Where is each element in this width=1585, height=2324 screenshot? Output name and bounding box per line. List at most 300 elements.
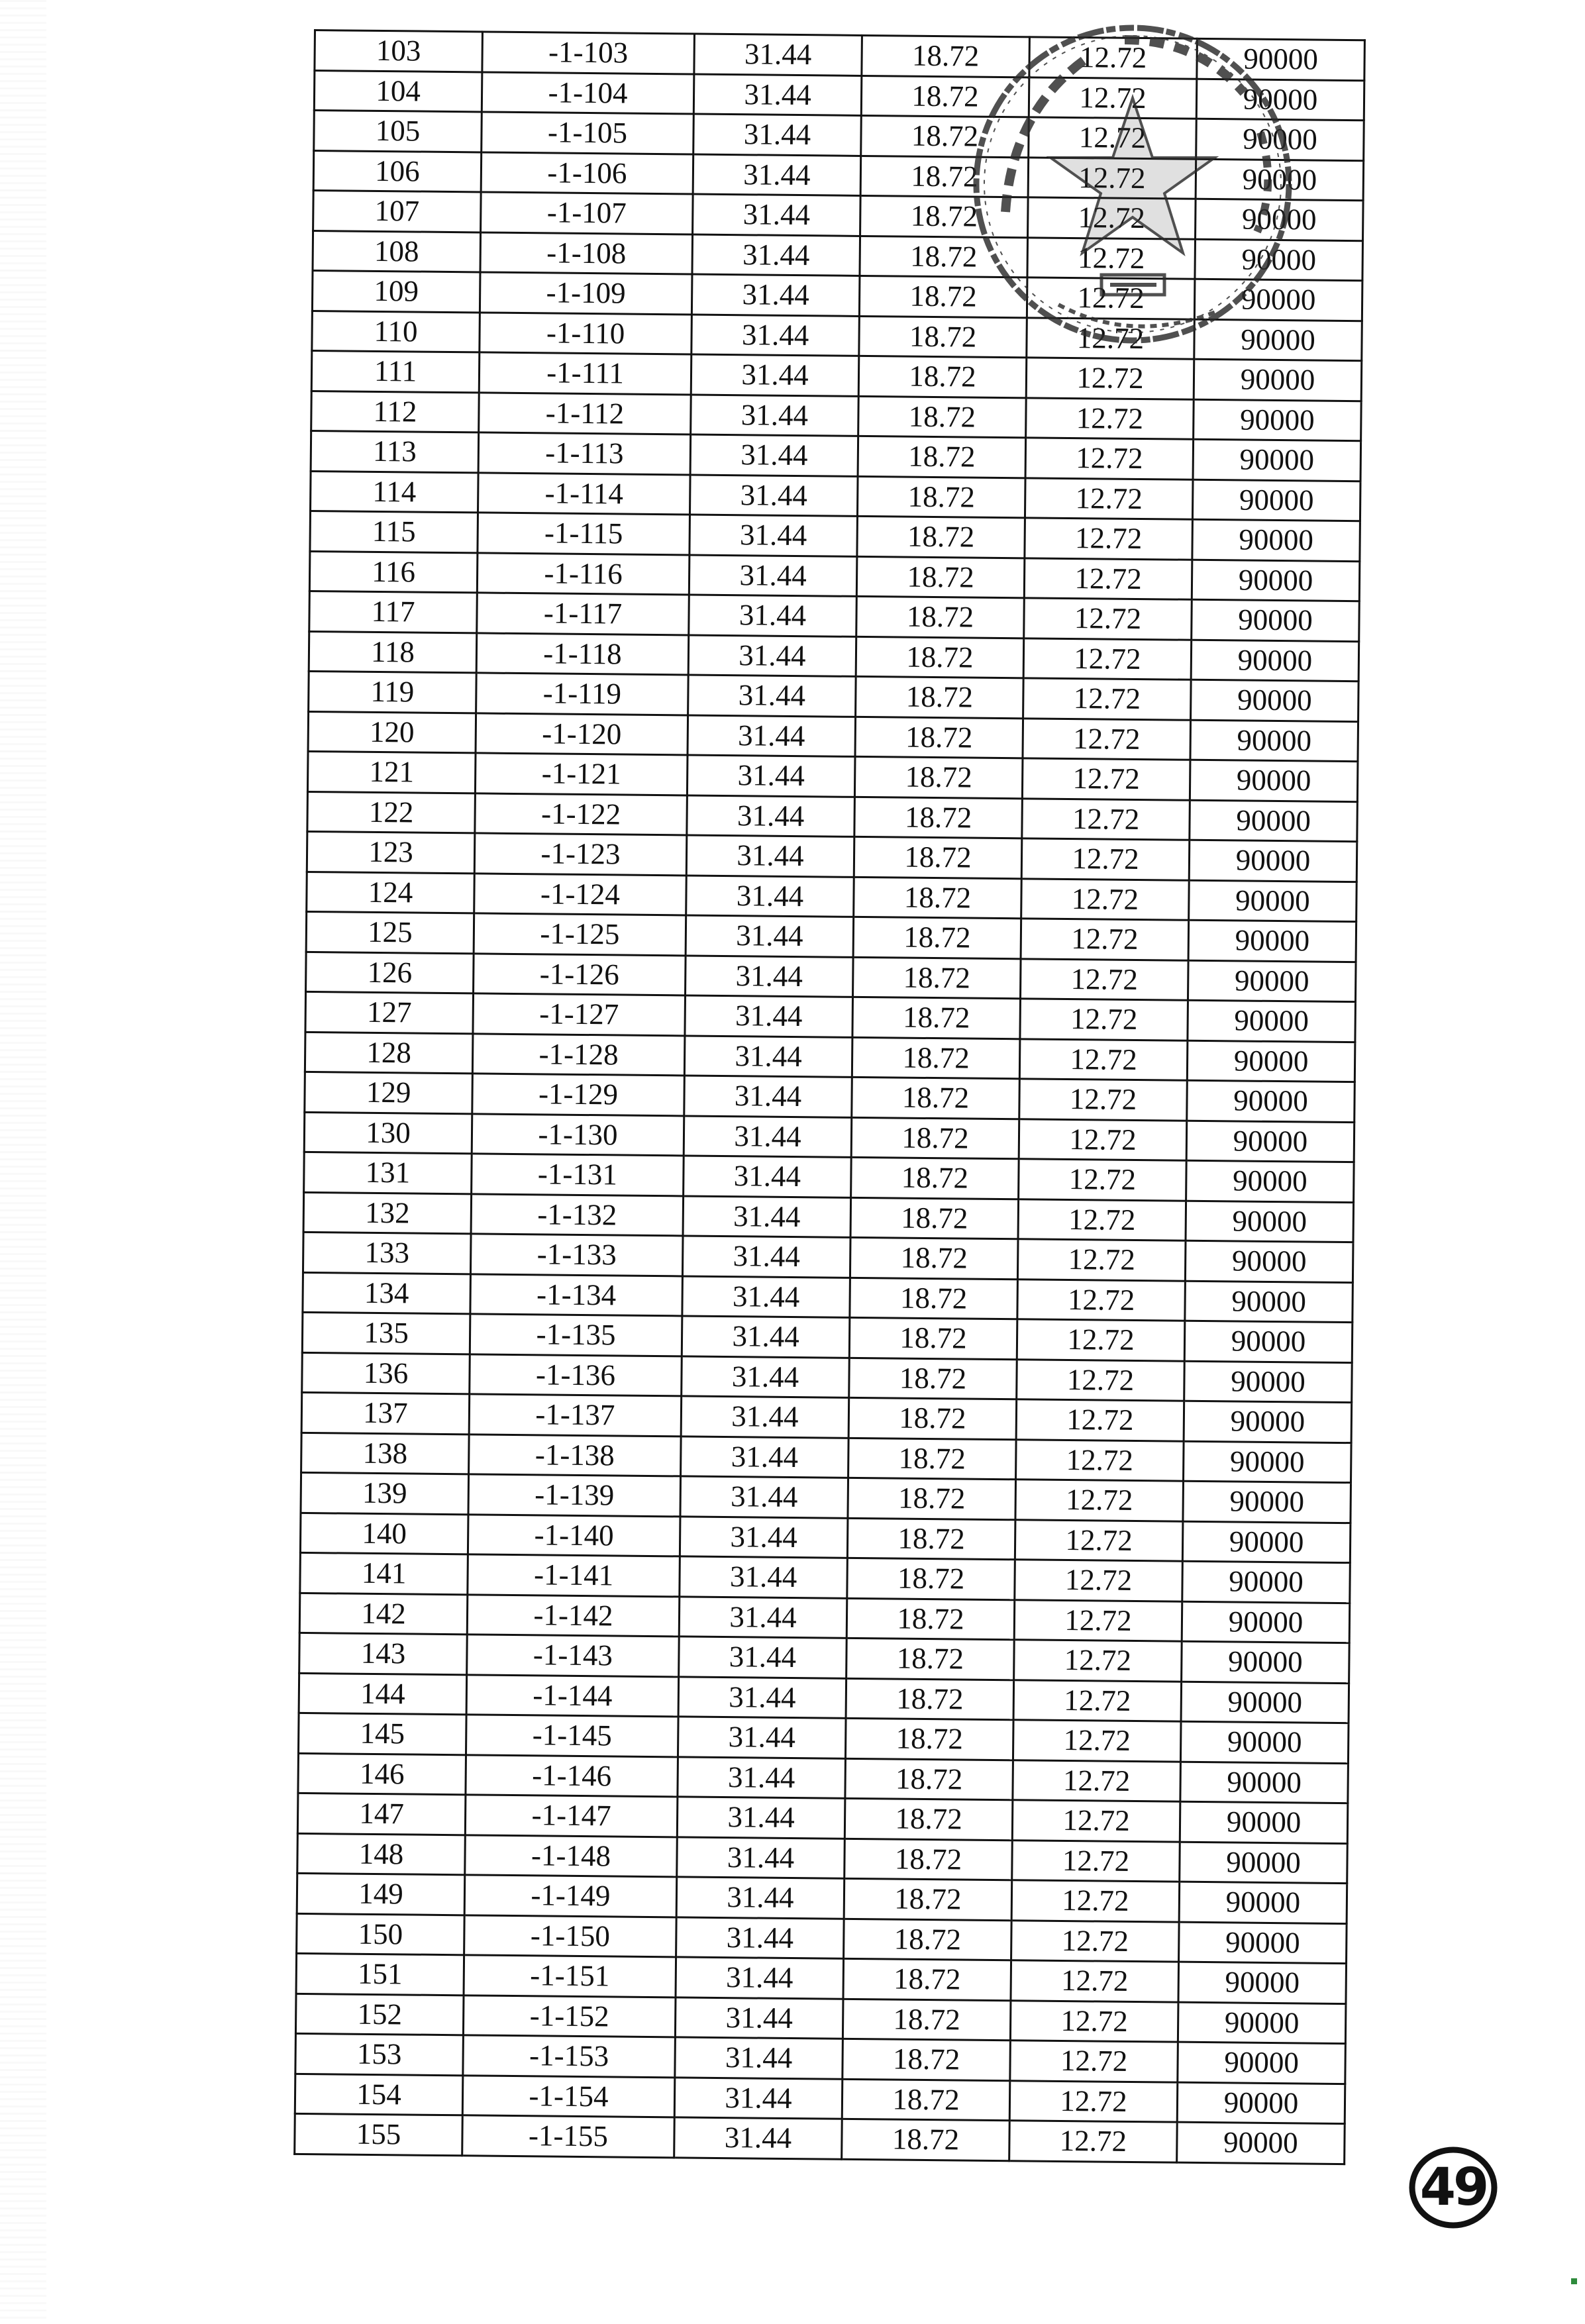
unit-cell: -1-150 (464, 1915, 677, 1957)
price-cell: 90000 (1187, 1040, 1355, 1082)
price-cell: 90000 (1184, 1401, 1352, 1442)
shared-area-cell: 12.72 (1023, 718, 1191, 760)
inner-area-cell: 18.72 (860, 236, 1028, 278)
shared-area-cell: 12.72 (1017, 1239, 1186, 1281)
serial-cell: 148 (297, 1833, 466, 1875)
shared-area-cell: 12.72 (1025, 478, 1193, 519)
area-cell: 31.44 (687, 755, 855, 797)
inner-area-cell: 18.72 (842, 2079, 1010, 2121)
price-cell: 90000 (1196, 119, 1364, 160)
shared-area-cell: 12.72 (1022, 798, 1190, 840)
serial-cell: 106 (313, 150, 482, 192)
price-cell: 90000 (1193, 439, 1361, 481)
inner-area-cell: 18.72 (862, 35, 1030, 77)
serial-cell: 139 (301, 1472, 469, 1514)
unit-cell: -1-139 (468, 1474, 681, 1517)
shared-area-cell: 12.72 (1028, 157, 1196, 199)
area-cell: 31.44 (674, 2117, 843, 2159)
shared-area-cell: 12.72 (1010, 2000, 1178, 2042)
shared-area-cell: 12.72 (1021, 838, 1190, 880)
unit-cell: -1-119 (476, 673, 689, 715)
shared-area-cell: 12.72 (1018, 1199, 1186, 1240)
price-cell: 90000 (1190, 800, 1358, 842)
unit-cell: -1-134 (470, 1274, 683, 1316)
shared-area-cell: 12.72 (1022, 758, 1190, 800)
area-cell: 31.44 (684, 1035, 852, 1077)
area-cell: 31.44 (686, 875, 854, 917)
serial-cell: 133 (303, 1232, 471, 1274)
inner-area-cell: 18.72 (848, 1438, 1017, 1480)
inner-area-cell: 18.72 (856, 596, 1025, 638)
inner-area-cell: 18.72 (847, 1558, 1015, 1599)
unit-cell: -1-144 (466, 1674, 679, 1717)
price-cell: 90000 (1188, 960, 1356, 1002)
area-cell: 31.44 (675, 2037, 843, 2079)
area-cell: 31.44 (687, 795, 855, 836)
corner-mark (1571, 2278, 1577, 2284)
serial-cell: 103 (315, 30, 483, 72)
area-cell: 31.44 (689, 595, 857, 636)
inner-area-cell: 18.72 (847, 1518, 1015, 1560)
unit-cell: -1-110 (480, 312, 692, 354)
shared-area-cell: 12.72 (1015, 1480, 1184, 1521)
area-cell: 31.44 (693, 74, 862, 116)
shared-area-cell: 12.72 (1009, 2121, 1178, 2162)
shared-area-cell: 12.72 (1019, 1038, 1188, 1080)
inner-area-cell: 18.72 (848, 1478, 1016, 1519)
area-cell: 31.44 (684, 1156, 852, 1197)
inner-area-cell: 18.72 (854, 877, 1022, 919)
inner-area-cell: 18.72 (849, 1317, 1017, 1359)
shared-area-cell: 12.72 (1027, 237, 1196, 279)
area-cell: 31.44 (684, 1115, 852, 1157)
area-cell: 31.44 (690, 515, 858, 556)
inner-area-cell: 18.72 (850, 1278, 1018, 1319)
unit-cell: -1-103 (482, 32, 695, 74)
price-cell: 90000 (1189, 840, 1357, 882)
area-cell: 31.44 (689, 554, 857, 596)
serial-cell: 130 (304, 1112, 472, 1154)
inner-area-cell: 18.72 (849, 1358, 1017, 1399)
unit-cell: -1-143 (467, 1635, 680, 1677)
data-table (293, 29, 1366, 2165)
price-cell: 90000 (1186, 1160, 1355, 1202)
price-cell: 90000 (1183, 1481, 1351, 1523)
unit-cell: -1-133 (470, 1234, 683, 1276)
inner-area-cell: 18.72 (844, 1798, 1013, 1840)
serial-cell: 149 (297, 1873, 465, 1915)
price-cell: 90000 (1195, 239, 1363, 281)
inner-area-cell: 18.72 (843, 1958, 1011, 2000)
unit-cell: -1-148 (465, 1835, 678, 1877)
price-cell: 90000 (1196, 159, 1364, 201)
area-cell: 31.44 (688, 715, 856, 756)
inner-area-cell: 18.72 (856, 636, 1024, 678)
shared-area-cell: 12.72 (1019, 1079, 1188, 1121)
area-cell: 31.44 (691, 394, 859, 436)
price-cell: 90000 (1178, 2042, 1346, 2084)
unit-cell: -1-113 (478, 432, 691, 475)
serial-cell: 109 (312, 270, 480, 312)
shared-area-cell: 12.72 (1025, 438, 1194, 480)
price-cell: 90000 (1191, 680, 1359, 721)
shared-area-cell: 12.72 (1023, 638, 1192, 680)
shared-area-cell: 12.72 (1023, 678, 1192, 720)
inner-area-cell: 18.72 (861, 76, 1029, 117)
area-cell: 31.44 (677, 1797, 845, 1839)
area-cell: 31.44 (693, 194, 861, 236)
area-cell: 31.44 (680, 1556, 848, 1598)
inner-area-cell: 18.72 (845, 1758, 1013, 1800)
serial-cell: 155 (295, 2113, 463, 2155)
inner-area-cell: 18.72 (852, 1077, 1020, 1119)
shared-area-cell: 12.72 (1012, 1800, 1180, 1842)
area-cell: 31.44 (678, 1756, 846, 1798)
shared-area-cell: 12.72 (1009, 2080, 1178, 2122)
price-cell: 90000 (1190, 760, 1358, 801)
serial-cell: 110 (312, 311, 480, 352)
shared-area-cell: 12.72 (1029, 117, 1197, 159)
area-cell: 31.44 (690, 474, 858, 516)
inner-area-cell: 18.72 (842, 2119, 1010, 2160)
unit-cell: -1-137 (469, 1394, 682, 1437)
serial-cell: 131 (304, 1152, 472, 1193)
serial-cell: 113 (311, 430, 479, 472)
price-cell: 90000 (1192, 599, 1360, 641)
price-cell: 90000 (1194, 359, 1362, 401)
unit-cell: -1-125 (474, 913, 686, 956)
unit-cell: -1-114 (478, 472, 691, 515)
price-cell: 90000 (1178, 2002, 1346, 2044)
price-cell: 90000 (1182, 1561, 1351, 1603)
price-cell: 90000 (1182, 1641, 1350, 1683)
area-cell: 31.44 (684, 1076, 852, 1117)
inner-area-cell: 18.72 (861, 115, 1029, 157)
price-cell: 90000 (1182, 1521, 1351, 1563)
price-cell: 90000 (1184, 1321, 1353, 1362)
inner-area-cell: 18.72 (843, 1999, 1011, 2041)
shared-area-cell: 12.72 (1029, 77, 1197, 119)
unit-cell: -1-149 (464, 1875, 677, 1917)
inner-area-cell: 18.72 (846, 1638, 1015, 1680)
shared-area-cell: 12.72 (1010, 2041, 1178, 2082)
serial-cell: 144 (299, 1673, 467, 1715)
unit-cell: -1-132 (471, 1193, 684, 1236)
serial-cell: 152 (295, 1994, 464, 2035)
area-cell: 31.44 (694, 34, 862, 76)
shared-area-cell: 12.72 (1021, 919, 1189, 960)
price-cell: 90000 (1189, 880, 1357, 922)
serial-cell: 134 (303, 1272, 471, 1314)
price-cell: 90000 (1179, 1922, 1347, 1964)
serial-cell: 143 (299, 1633, 468, 1674)
shared-area-cell: 12.72 (1013, 1760, 1181, 1801)
shared-area-cell: 12.72 (1016, 1399, 1184, 1441)
shared-area-cell: 12.72 (1019, 1159, 1187, 1201)
shared-area-cell: 12.72 (1026, 358, 1194, 399)
price-cell: 90000 (1188, 1000, 1356, 1042)
inner-area-cell: 18.72 (856, 556, 1025, 598)
shared-area-cell: 12.72 (1017, 1359, 1185, 1401)
table-body (295, 30, 1365, 2164)
inner-area-cell: 18.72 (852, 997, 1021, 1038)
serial-cell: 108 (313, 230, 481, 272)
unit-cell: -1-138 (469, 1434, 682, 1476)
unit-cell: -1-122 (475, 793, 688, 835)
unit-cell: -1-124 (474, 873, 687, 915)
price-cell: 90000 (1187, 1080, 1355, 1122)
area-cell: 31.44 (691, 354, 859, 396)
shared-area-cell: 12.72 (1015, 1560, 1183, 1601)
shared-area-cell: 12.72 (1013, 1680, 1182, 1721)
unit-cell: -1-106 (481, 152, 693, 194)
price-cell: 90000 (1185, 1240, 1353, 1282)
serial-cell: 114 (311, 471, 479, 513)
inner-area-cell: 18.72 (846, 1598, 1015, 1640)
area-cell: 31.44 (678, 1717, 846, 1758)
area-cell: 31.44 (693, 154, 861, 196)
shared-area-cell: 12.72 (1024, 598, 1192, 640)
shared-area-cell: 12.72 (1011, 1960, 1179, 2002)
unit-cell: -1-154 (462, 2075, 675, 2117)
serial-cell: 122 (307, 791, 476, 833)
price-cell: 90000 (1184, 1361, 1353, 1403)
inner-area-cell: 18.72 (844, 1919, 1012, 1960)
unit-cell: -1-120 (476, 713, 688, 755)
unit-cell: -1-141 (468, 1554, 680, 1597)
unit-cell: -1-142 (467, 1594, 680, 1637)
area-cell: 31.44 (686, 835, 854, 877)
inner-area-cell: 18.72 (845, 1718, 1013, 1760)
area-cell: 31.44 (683, 1195, 851, 1237)
inner-area-cell: 18.72 (853, 917, 1021, 958)
shared-area-cell: 12.72 (1013, 1720, 1181, 1762)
unit-cell: -1-117 (477, 593, 690, 635)
price-cell: 90000 (1196, 79, 1364, 121)
price-cell: 90000 (1179, 1882, 1347, 1923)
area-cell: 31.44 (681, 1396, 849, 1438)
serial-cell: 104 (314, 70, 482, 112)
inner-area-cell: 18.72 (860, 195, 1029, 237)
serial-cell: 116 (309, 551, 478, 593)
area-cell: 31.44 (677, 1837, 845, 1878)
price-cell: 90000 (1178, 1962, 1347, 2003)
unit-cell: -1-147 (465, 1795, 678, 1837)
serial-cell: 125 (306, 911, 474, 953)
serial-cell: 153 (295, 2033, 464, 2075)
unit-cell: -1-121 (475, 753, 688, 795)
inner-area-cell: 18.72 (855, 717, 1023, 758)
unit-cell: -1-104 (482, 72, 694, 114)
serial-cell: 107 (313, 191, 482, 232)
shared-area-cell: 12.72 (1015, 1519, 1183, 1561)
unit-cell: -1-131 (472, 1154, 684, 1196)
unit-cell: -1-136 (470, 1354, 682, 1396)
unit-cell: -1-145 (466, 1715, 679, 1757)
shared-area-cell: 12.72 (1020, 958, 1188, 1000)
serial-cell: 132 (303, 1192, 472, 1234)
serial-cell: 128 (305, 1032, 473, 1074)
area-cell: 31.44 (676, 1957, 844, 1999)
serial-cell: 115 (310, 511, 478, 552)
serial-cell: 142 (299, 1593, 468, 1635)
serial-cell: 147 (297, 1793, 466, 1835)
price-cell: 90000 (1180, 1762, 1349, 1803)
price-cell: 90000 (1182, 1601, 1350, 1643)
inner-area-cell: 18.72 (846, 1678, 1014, 1720)
price-cell: 90000 (1192, 480, 1360, 521)
unit-cell: -1-128 (472, 1033, 685, 1076)
area-cell: 31.44 (693, 114, 862, 156)
unit-cell: -1-115 (478, 513, 690, 555)
price-cell: 90000 (1180, 1842, 1348, 1884)
unit-cell: -1-152 (463, 1995, 676, 2037)
serial-cell: 111 (311, 350, 480, 392)
shared-area-cell: 12.72 (1024, 558, 1192, 599)
serial-cell: 135 (302, 1312, 470, 1354)
price-cell: 90000 (1188, 920, 1356, 962)
area-cell: 31.44 (675, 1997, 843, 2039)
serial-cell: 140 (300, 1513, 468, 1554)
inner-area-cell: 18.72 (851, 1157, 1019, 1199)
area-cell: 31.44 (692, 234, 860, 276)
area-cell: 31.44 (676, 1877, 844, 1919)
unit-cell: -1-126 (474, 953, 686, 995)
price-cell: 90000 (1177, 2122, 1345, 2164)
price-cell: 90000 (1181, 1682, 1349, 1723)
price-cell: 90000 (1196, 199, 1364, 240)
inner-area-cell: 18.72 (852, 1037, 1020, 1079)
price-cell: 90000 (1194, 399, 1362, 441)
area-cell: 31.44 (678, 1676, 846, 1718)
price-cell: 90000 (1180, 1721, 1349, 1763)
price-cell: 90000 (1190, 720, 1358, 762)
shared-area-cell: 12.72 (1012, 1840, 1180, 1882)
inner-area-cell: 18.72 (860, 156, 1029, 197)
serial-cell: 124 (307, 872, 475, 913)
area-cell: 31.44 (690, 434, 858, 476)
unit-cell: -1-127 (473, 993, 686, 1036)
serial-cell: 141 (300, 1552, 468, 1594)
serial-cell: 129 (305, 1072, 473, 1113)
area-cell: 31.44 (685, 995, 853, 1037)
serial-cell: 136 (302, 1352, 470, 1394)
area-cell: 31.44 (682, 1356, 850, 1397)
shared-area-cell: 12.72 (1029, 37, 1198, 79)
unit-cell: -1-108 (480, 232, 693, 274)
shared-area-cell: 12.72 (1011, 1920, 1180, 1962)
price-cell: 90000 (1184, 1441, 1352, 1483)
shared-area-cell: 12.72 (1027, 278, 1195, 319)
price-cell: 90000 (1186, 1121, 1355, 1162)
inner-area-cell: 18.72 (843, 2039, 1011, 2080)
area-cell: 31.44 (674, 2077, 843, 2119)
area-cell: 31.44 (679, 1637, 847, 1678)
serial-cell: 154 (295, 2074, 463, 2115)
area-cell: 31.44 (686, 955, 854, 997)
unit-cell: -1-109 (480, 272, 692, 315)
serial-cell: 105 (314, 111, 482, 152)
price-cell: 90000 (1197, 38, 1365, 80)
shared-area-cell: 12.72 (1016, 1439, 1184, 1481)
serial-cell: 151 (296, 1953, 464, 1995)
unit-cell: -1-112 (479, 392, 691, 434)
shared-area-cell: 12.72 (1027, 317, 1195, 359)
serial-cell: 138 (301, 1433, 470, 1474)
inner-area-cell: 18.72 (854, 756, 1023, 798)
unit-cell: -1-135 (470, 1314, 682, 1356)
serial-cell: 150 (297, 1913, 465, 1955)
serial-cell: 112 (311, 391, 480, 432)
unit-cell: -1-140 (468, 1514, 680, 1556)
area-cell: 31.44 (688, 634, 856, 676)
inner-area-cell: 18.72 (844, 1839, 1013, 1880)
unit-cell: -1-155 (462, 2115, 675, 2158)
serial-cell: 119 (309, 671, 477, 713)
area-cell: 31.44 (691, 274, 860, 316)
inner-area-cell: 18.72 (858, 396, 1027, 438)
unit-cell: -1-129 (472, 1074, 685, 1116)
page-number: 49 (1419, 2158, 1487, 2217)
area-cell: 31.44 (676, 1917, 844, 1958)
shared-area-cell: 12.72 (1026, 397, 1194, 439)
area-cell: 31.44 (682, 1276, 850, 1317)
area-cell: 31.44 (679, 1596, 847, 1638)
price-cell: 90000 (1191, 640, 1359, 682)
page-number-mark (1408, 2146, 1498, 2229)
inner-area-cell: 18.72 (844, 1878, 1012, 1920)
shared-area-cell: 12.72 (1017, 1279, 1186, 1321)
unit-cell: -1-153 (463, 2035, 676, 2078)
unit-cell: -1-105 (482, 112, 694, 154)
shared-area-cell: 12.72 (1017, 1319, 1185, 1361)
area-cell: 31.44 (688, 675, 856, 717)
serial-cell: 118 (309, 631, 477, 673)
area-cell: 31.44 (686, 915, 854, 957)
unit-cell: -1-123 (474, 833, 687, 876)
scan-noise (0, 0, 46, 2324)
serial-cell: 121 (307, 751, 476, 793)
area-cell: 31.44 (680, 1516, 848, 1558)
area-cell: 31.44 (682, 1236, 850, 1278)
inner-area-cell: 18.72 (857, 476, 1025, 518)
price-cell: 90000 (1192, 560, 1360, 601)
serial-cell: 127 (305, 991, 474, 1033)
shared-area-cell: 12.72 (1019, 1119, 1187, 1160)
serial-cell: 145 (299, 1713, 467, 1754)
price-cell: 90000 (1177, 2082, 1345, 2124)
inner-area-cell: 18.72 (851, 1117, 1019, 1159)
unit-cell: -1-111 (479, 352, 691, 395)
area-cell: 31.44 (682, 1316, 850, 1358)
serial-cell: 123 (307, 831, 475, 873)
shared-area-cell: 12.72 (1021, 878, 1190, 920)
inner-area-cell: 18.72 (856, 676, 1024, 718)
area-cell: 31.44 (681, 1436, 849, 1478)
shared-area-cell: 12.72 (1011, 1880, 1180, 1922)
price-cell: 90000 (1192, 519, 1360, 561)
shared-area-cell: 12.72 (1020, 999, 1188, 1040)
unit-cell: -1-130 (472, 1113, 684, 1156)
area-cell: 31.44 (680, 1476, 848, 1518)
inner-area-cell: 18.72 (850, 1237, 1018, 1279)
serial-cell: 146 (298, 1753, 466, 1795)
unit-cell: -1-151 (464, 1955, 676, 1997)
shared-area-cell: 12.72 (1028, 197, 1196, 239)
inner-area-cell: 18.72 (858, 356, 1027, 397)
unit-cell: -1-118 (476, 632, 689, 675)
inner-area-cell: 18.72 (859, 316, 1027, 358)
